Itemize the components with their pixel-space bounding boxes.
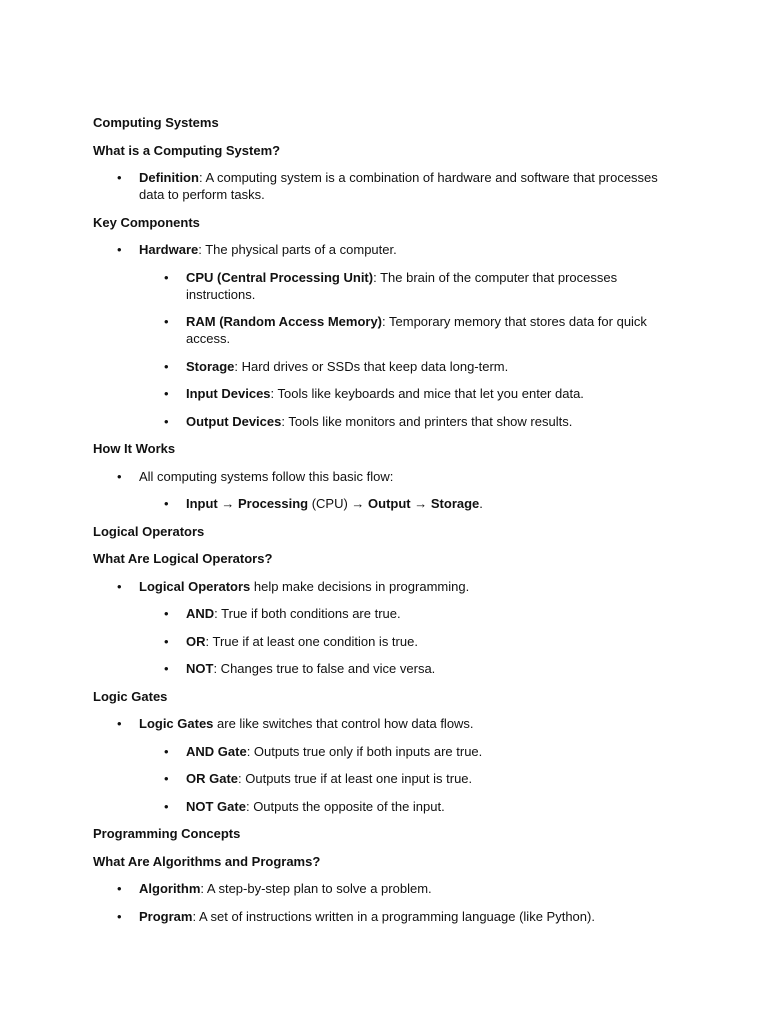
term: AND	[186, 606, 215, 621]
description: : Outputs the opposite of the input.	[245, 798, 445, 814]
flow-list	[93, 468, 683, 513]
components-list	[93, 241, 683, 430]
list-item	[117, 908, 683, 925]
bullet-icon: •	[164, 314, 169, 329]
list-item	[117, 169, 683, 203]
term: NOT	[186, 661, 214, 676]
bullet-icon: •	[164, 661, 169, 676]
term: Program	[139, 908, 193, 924]
description: help make decisions in programming.	[250, 578, 470, 594]
term: Storage	[186, 358, 235, 374]
term: Logic Gates	[139, 716, 214, 731]
section-title-logical-operators: Logical Operators	[93, 523, 205, 539]
term: RAM (Random Access Memory)	[186, 314, 383, 329]
list-item	[117, 715, 683, 732]
list-item	[164, 633, 683, 650]
list-item	[164, 660, 683, 677]
section-title-programming-concepts: Programming Concepts	[93, 826, 241, 841]
list-item	[117, 578, 683, 595]
programming-list	[93, 880, 683, 925]
description: : A set of instructions written in a programming language (like Python).	[192, 908, 595, 924]
bullet-icon: •	[164, 743, 169, 759]
description: All computing systems follow this basic flow:	[139, 468, 394, 484]
logical-operators-list	[93, 578, 683, 678]
bullet-icon: •	[164, 798, 169, 814]
list-item	[117, 880, 683, 897]
list-item	[164, 605, 683, 622]
term: Processing	[238, 496, 309, 511]
term: Output Devices	[186, 413, 282, 429]
description: : A step-by-step plan to solve a problem.	[200, 881, 432, 896]
term: Logical Operators	[139, 578, 251, 594]
list-item	[164, 495, 683, 512]
bullet-icon: •	[164, 358, 169, 374]
bullet-icon: •	[164, 606, 169, 621]
subheading-logic-gates: Logic Gates	[93, 688, 168, 704]
bullet-icon: •	[117, 578, 122, 594]
list-item	[164, 413, 683, 430]
subheading-what-is-computing-system: What is a Computing System?	[93, 142, 281, 158]
description: : True if at least one condition is true.	[205, 633, 418, 649]
list-item	[164, 269, 683, 303]
bullet-icon: •	[164, 413, 169, 429]
subheading-key-components: Key Components	[93, 214, 200, 230]
description: : Tools like monitors and printers that show results.	[281, 413, 573, 429]
description: : Hard drives or SSDs that keep data long-term.	[234, 358, 509, 374]
bullet-icon: •	[117, 468, 122, 484]
term: Output	[368, 496, 411, 511]
description: : Tools like keyboards and mice that let you enter data.	[270, 386, 584, 401]
term: Input	[186, 496, 218, 511]
arrow-text: →	[410, 496, 431, 511]
list-item	[117, 468, 683, 485]
punctuation: .	[479, 496, 483, 511]
term: NOT Gate	[186, 798, 246, 814]
list-item	[164, 770, 683, 787]
definition-list	[93, 169, 683, 203]
bullet-icon: •	[164, 269, 169, 285]
arrow-text: →	[217, 496, 238, 511]
description: : Temporary memory that stores data for quick access.	[186, 314, 647, 346]
list-item	[164, 798, 683, 815]
bullet-icon: •	[117, 908, 122, 924]
bullet-icon: •	[164, 496, 169, 511]
subheading-how-it-works: How It Works	[93, 441, 176, 456]
term: Definition	[139, 170, 199, 185]
description: : True if both conditions are true.	[214, 606, 401, 621]
bullet-icon: •	[117, 170, 122, 185]
bullet-icon: •	[164, 386, 169, 401]
subheading-what-are-algorithms: What Are Algorithms and Programs?	[93, 853, 321, 869]
term: Hardware	[139, 242, 199, 257]
term: Storage	[430, 496, 480, 511]
term: Algorithm	[139, 881, 201, 896]
description: : Outputs true only if both inputs are true.	[246, 743, 483, 759]
description: : Outputs true if at least one input is true.	[238, 771, 473, 786]
list-item	[117, 241, 683, 258]
bullet-icon: •	[117, 716, 122, 731]
term: CPU (Central Processing Unit)	[186, 269, 374, 285]
subheading-what-are-logical-operators: What Are Logical Operators?	[93, 551, 273, 566]
logic-gates-list	[93, 715, 683, 815]
document-page	[93, 114, 683, 935]
arrow-text: (CPU) →	[308, 496, 369, 511]
bullet-icon: •	[117, 242, 122, 257]
list-item	[164, 385, 683, 402]
term: Input Devices	[186, 386, 271, 401]
term: AND Gate	[186, 743, 247, 759]
bullet-icon: •	[164, 633, 169, 649]
bullet-icon: •	[164, 771, 169, 786]
term: OR	[186, 633, 206, 649]
description: are like switches that control how data flows.	[213, 716, 474, 731]
list-item	[164, 743, 683, 760]
list-item	[164, 358, 683, 375]
section-title-computing-systems: Computing Systems	[93, 115, 219, 130]
description: : A computing system is a combination of hardware and software that processes data to perform tasks.	[139, 170, 658, 202]
description: : The physical parts of a computer.	[198, 242, 397, 257]
bullet-icon: •	[117, 881, 122, 896]
description: : Changes true to false and vice versa.	[213, 661, 436, 676]
description: : The brain of the computer that processes instructions.	[186, 269, 618, 302]
term: OR Gate	[186, 771, 239, 786]
list-item	[164, 313, 683, 347]
